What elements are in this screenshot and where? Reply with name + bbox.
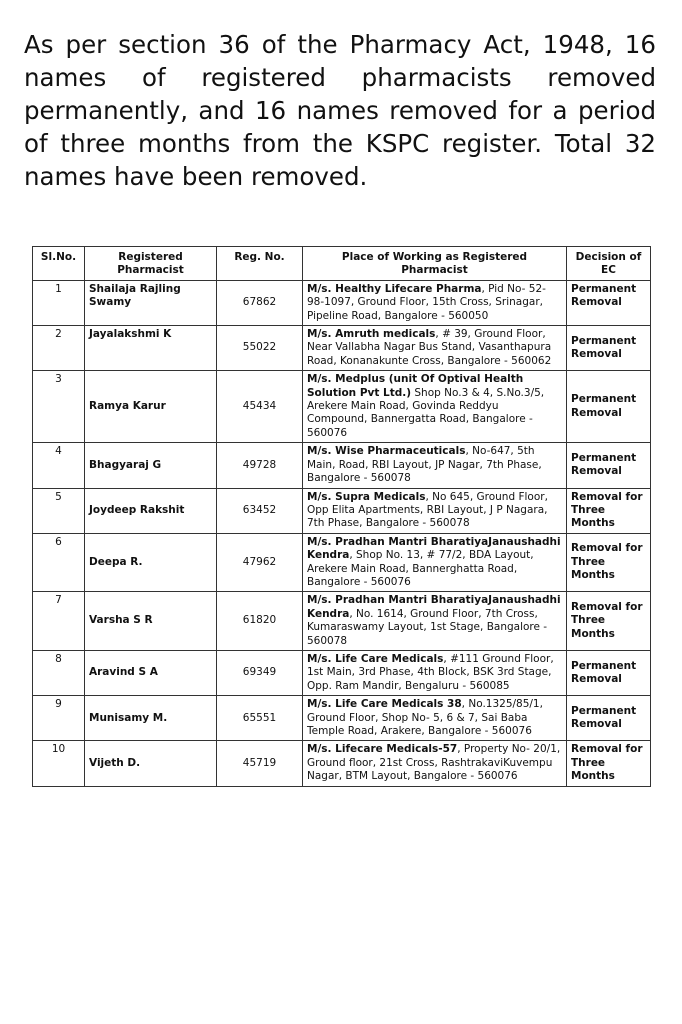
row-pharmacist-name: Deepa R. [85,533,217,592]
row-place-of-working [303,741,567,786]
row-decision: Permanent Removal [567,280,651,325]
pharmacy-address: , # 39, Ground Floor, Near Vallabha Nagar Bus Stand, Vasanthapura Road, Konanakunte Cross, Bangalore - 560062 [307,328,552,367]
pharmacy-name: M/s. Amruth medicals [307,328,436,341]
header-decision: Decision of EC [567,247,651,281]
table-row [33,280,651,325]
pharmacy-address: , No. 1614, Ground Floor, 7th Cross, Kumaraswamy Layout, 1st Stage, Bangalore - 560078 [307,607,548,647]
row-sl-no: 7 [33,592,85,651]
pharmacy-address: , Pid No- 52-98-1097, Ground Floor, 15th Cross, Srinagar, Pipeline Road, Bangalore - 560050 [307,282,546,322]
row-reg-no: 67862 [217,280,303,325]
row-reg-no: 63452 [217,488,303,533]
table-row [33,741,651,786]
row-decision: Permanent Removal [567,443,651,488]
row-sl-no: 2 [33,326,85,371]
removed-pharmacists-table [32,246,651,787]
pharmacy-address: , Property No- 20/1, Ground floor, 21st Cross, RashtrakaviKuvempu Nagar, BTM Layout, Bangalore - 560076 [307,743,561,783]
row-pharmacist-name: Aravind S A [85,650,217,695]
row-decision: Removal for Three Months [567,741,651,786]
pharmacy-name: M/s. Supra Medicals [307,490,426,503]
row-place-of-working [303,443,567,488]
row-pharmacist-name: Varsha S R [85,592,217,651]
row-pharmacist-name: Ramya Karur [85,371,217,443]
row-reg-no: 47962 [217,533,303,592]
pharmacy-name: M/s. Lifecare Medicals-57 [307,743,458,756]
row-decision: Permanent Removal [567,650,651,695]
row-pharmacist-name: Bhagyaraj G [85,443,217,488]
pharmacy-address: , No.1325/85/1, Ground Floor, Shop No- 5, 6 & 7, Sai Baba Temple Road, Arakere, Bangalore - 560076 [307,698,543,737]
table-row [33,533,651,592]
pharmacy-name: M/s. Pradhan Mantri BharatiyaJanaushadhi Kendra [307,594,561,620]
row-sl-no: 5 [33,488,85,533]
row-pharmacist-name: Jayalakshmi K [85,326,217,371]
row-sl-no: 9 [33,696,85,741]
row-pharmacist-name: Vijeth D. [85,741,217,786]
pharmacy-address: , No 645, Ground Floor, Opp Elita Apartments, RBI Layout, J P Nagara, 7th Phase, Bangalore - 560078 [307,490,548,530]
row-sl-no: 8 [33,650,85,695]
row-place-of-working [303,696,567,741]
row-reg-no: 69349 [217,650,303,695]
row-place-of-working [303,533,567,592]
pharmacy-name: M/s. Pradhan Mantri BharatiyaJanaushadhi Kendra [307,535,561,562]
row-sl-no: 6 [33,533,85,592]
row-sl-no: 1 [33,280,85,325]
table-row [33,443,651,488]
row-reg-no: 65551 [217,696,303,741]
row-place-of-working [303,650,567,695]
pharmacy-name: M/s. Medplus (unit Of Optival Health Solution Pvt Ltd.) [307,373,524,399]
pharmacy-address: Shop No.3 & 4, S.No.3/5, Arekere Main Road, Govinda Reddyu Compound, Bannergatta Road, Bangalore - 560076 [307,386,545,439]
pharmacy-name: M/s. Life Care Medicals 38 [307,698,462,711]
row-place-of-working [303,371,567,443]
row-place-of-working [303,326,567,371]
row-sl-no: 10 [33,741,85,786]
table-row [33,592,651,651]
header-registered-pharmacist: Registered Pharmacist [85,247,217,281]
row-reg-no: 61820 [217,592,303,651]
table-row [33,326,651,371]
row-decision: Removal for Three Months [567,592,651,651]
table-body [33,280,651,786]
row-reg-no: 49728 [217,443,303,488]
row-place-of-working [303,592,567,651]
row-pharmacist-name: Munisamy M. [85,696,217,741]
table-row [33,488,651,533]
pharmacy-address: , #111 Ground Floor, 1st Main, 3rd Phase, 4th Block, BSK 3rd Stage, Opp. Ram Mandir, Bengaluru - 560085 [307,652,554,692]
table-header-row [33,247,651,281]
row-pharmacist-name: Shailaja Rajling Swamy [85,280,217,325]
row-decision: Removal for Three Months [567,533,651,592]
row-pharmacist-name: Joydeep Rakshit [85,488,217,533]
row-decision: Permanent Removal [567,371,651,443]
row-sl-no: 4 [33,443,85,488]
pharmacy-name: M/s. Healthy Lifecare Pharma [307,282,482,295]
header-reg-no: Reg. No. [217,247,303,281]
pharmacy-name: M/s. Life Care Medicals [307,652,444,665]
row-reg-no: 45434 [217,371,303,443]
row-reg-no: 45719 [217,741,303,786]
row-place-of-working [303,488,567,533]
pharmacy-address: , No-647, 5th Main, Road, RBI Layout, JP Nagar, 7th Phase, Bangalore - 560078 [307,445,542,485]
row-place-of-working [303,280,567,325]
header-sl-no: Sl.No. [33,247,85,281]
row-decision: Permanent Removal [567,326,651,371]
row-decision: Permanent Removal [567,696,651,741]
table-row [33,371,651,443]
row-decision: Removal for Three Months [567,488,651,533]
pharmacy-address: , Shop No. 13, # 77/2, BDA Layout, Arekere Main Road, Bannerghatta Road, Bangalore - 560076 [307,549,534,588]
notice-heading: As per section 36 of the Pharmacy Act, 1948, 16 names of registered pharmacists removed permanently, and 16 names removed for a period of three months from the KSPC register. Total 32 names have been removed. [24,30,656,191]
row-reg-no: 55022 [217,326,303,371]
pharmacy-name: M/s. Wise Pharmaceuticals [307,445,466,458]
header-place-of-working: Place of Working as Registered Pharmacist [303,247,567,281]
table-row [33,650,651,695]
table-row [33,696,651,741]
row-sl-no: 3 [33,371,85,443]
